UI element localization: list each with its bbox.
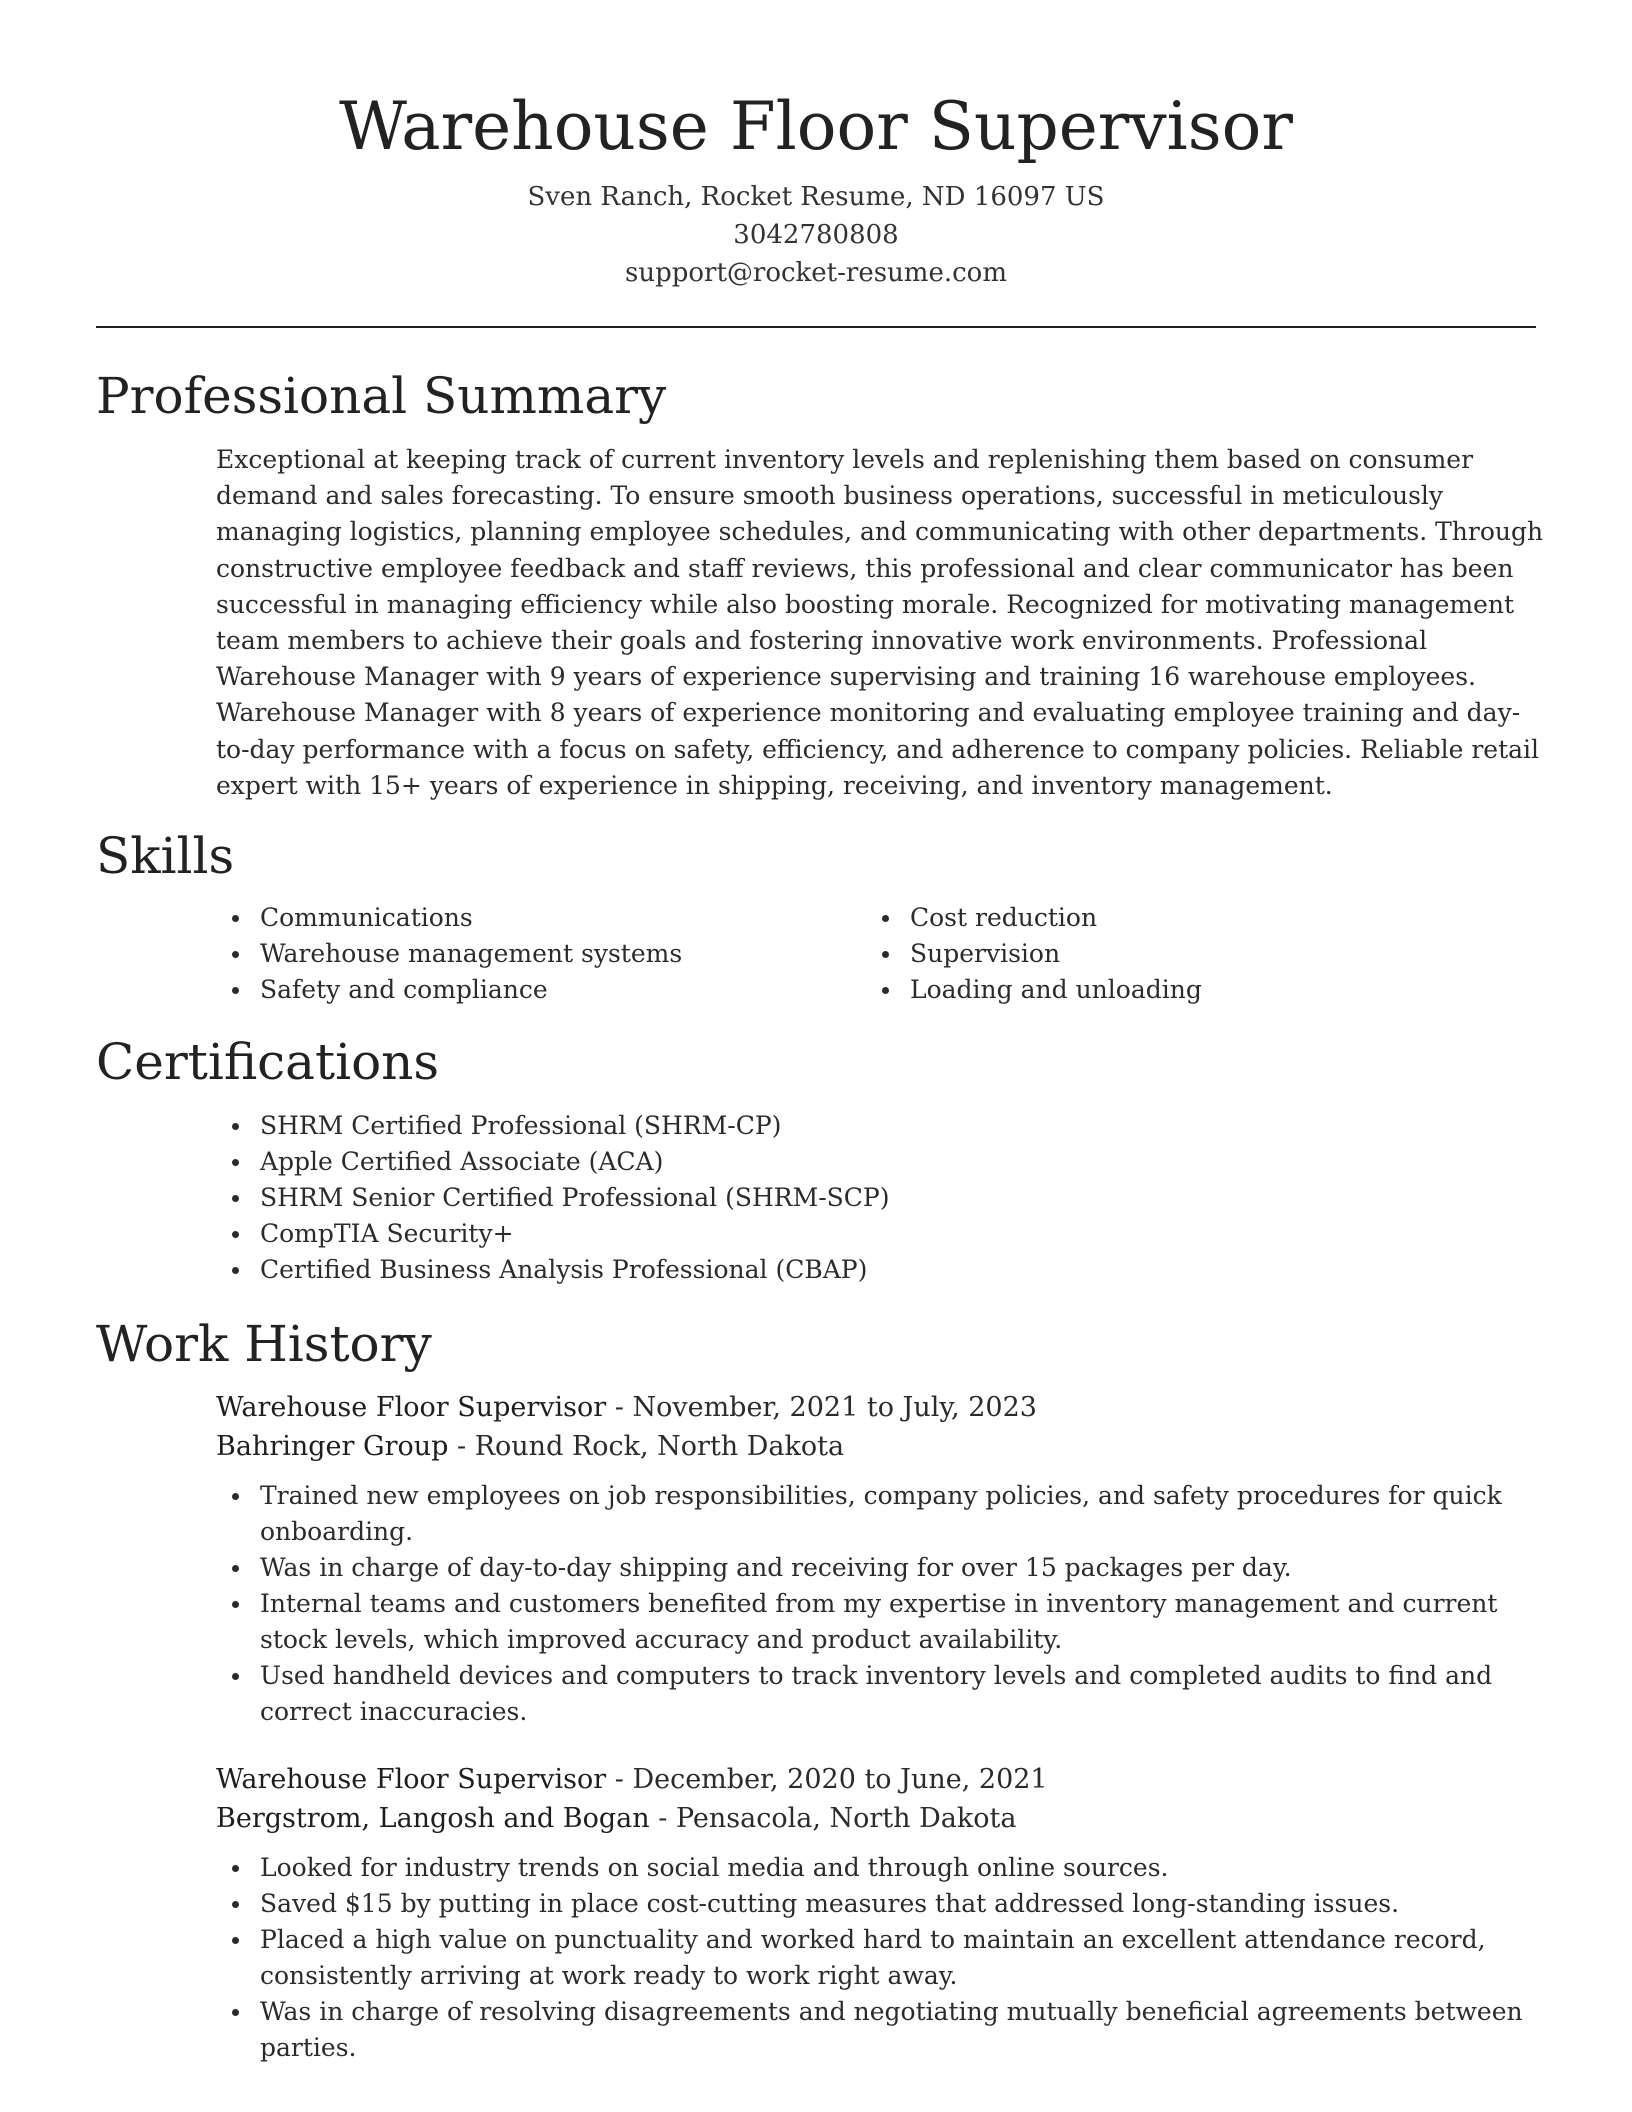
job-bullet: Internal teams and customers benefited from my expertise in inventory management and current stock levels, which improved accuracy and product availability. (216, 1586, 1546, 1658)
job-bullets (216, 1478, 1546, 1730)
job-title: Warehouse Floor Supervisor (216, 1392, 607, 1424)
job-bullet: Was in charge of resolving disagreements and negotiating mutually beneficial agreements between parties. (216, 1994, 1546, 2066)
job-bullet: Placed a high value on punctuality and worked hard to maintain an excellent attendance record, consistently arriving at work ready to work right away. (216, 1922, 1546, 1994)
contact-block (96, 178, 1536, 292)
skills-section (96, 824, 1536, 1008)
summary-text: Exceptional at keeping track of current inventory levels and replenishing them based on consumer demand and sales forecasting. To ensure smooth business operations, successful in meticulously managing logistics, planning employee schedules, and communicating with other departments. Through constructive employee feedback and staff reviews, this professional and clear communicator has been successful in managing efficiency while also boosting morale. Recognized for motivating management team members to achieve their goals and fostering innovative work environments. Professional Warehouse Manager with 9 years of experience supervising and training 16 warehouse employees. Warehouse Manager with 8 years of experience monitoring and evaluating employee training and day-to-day performance with a focus on safety, efficiency, and adherence to company policies. Reliable retail expert with 15+ years of experience in shipping, receiving, and inventory management. (216, 445, 1544, 800)
resume-title: Warehouse Floor Supervisor (339, 88, 1293, 165)
certification-item: SHRM Certified Professional (SHRM-CP) (216, 1108, 1536, 1144)
job-entry (216, 1760, 1536, 2066)
skill-item: Cost reduction (866, 900, 1516, 936)
section-heading-skills: Skills (96, 827, 235, 886)
work-history-section (96, 1312, 1536, 2066)
skills-grid (216, 900, 1536, 1008)
skill-item: Communications (216, 900, 866, 936)
job-bullets (216, 1850, 1546, 2066)
certifications-section (96, 1030, 1536, 1288)
certification-item: Apple Certified Associate (ACA) (216, 1144, 1536, 1180)
job-title: Warehouse Floor Supervisor (216, 1764, 607, 1796)
resume-header (96, 0, 1536, 292)
skills-column-right (866, 900, 1516, 1008)
job-bullet: Used handheld devices and computers to track inventory levels and completed audits to find and correct inaccuracies. (216, 1658, 1546, 1730)
job-location: - Round Rock, North Dakota (448, 1431, 845, 1463)
contact-email[interactable]: support@rocket-resume.com (624, 258, 1007, 288)
job-bullet: Was in charge of day-to-day shipping and receiving for over 15 packages per day. (216, 1550, 1546, 1586)
certification-item: Certified Business Analysis Professional (CBAP) (216, 1252, 1536, 1288)
job-bullet: Trained new employees on job responsibilities, company policies, and safety procedures for quick onboarding. (216, 1478, 1546, 1550)
resume-page (96, 0, 1544, 2066)
certification-item: CompTIA Security+ (216, 1216, 1536, 1252)
job-dates: - November, 2021 to July, 2023 (606, 1392, 1037, 1424)
certification-item: SHRM Senior Certified Professional (SHRM-SCP) (216, 1180, 1536, 1216)
skill-item: Loading and unloading (866, 972, 1516, 1008)
job-title-line (216, 1388, 1536, 1427)
section-heading-work-history: Work History (96, 1315, 432, 1374)
job-bullet: Looked for industry trends on social media and through online sources. (216, 1850, 1546, 1886)
contact-address: Sven Ranch, Rocket Resume, ND 16097 US (527, 182, 1105, 212)
job-company-line (216, 1799, 1536, 1838)
job-dates: - December, 2020 to June, 2021 (606, 1764, 1048, 1796)
job-company: Bergstrom, Langosh and Bogan (216, 1803, 650, 1835)
summary-section (96, 364, 1544, 804)
contact-phone: 3042780808 (733, 220, 899, 250)
skill-item: Safety and compliance (216, 972, 866, 1008)
job-entry (216, 1388, 1536, 1730)
job-title-line (216, 1760, 1536, 1799)
skill-item: Supervision (866, 936, 1516, 972)
section-heading-summary: Professional Summary (96, 367, 667, 425)
header-divider (96, 326, 1536, 328)
skills-column-left (216, 900, 866, 1008)
certifications-list (216, 1108, 1536, 1288)
job-company: Bahringer Group (216, 1431, 449, 1463)
section-heading-certifications: Certifications (96, 1033, 440, 1092)
skill-item: Warehouse management systems (216, 936, 866, 972)
job-location: - Pensacola, North Dakota (649, 1803, 1017, 1835)
job-bullet: Saved $15 by putting in place cost-cutting measures that addressed long-standing issues. (216, 1886, 1546, 1922)
job-company-line (216, 1427, 1536, 1466)
